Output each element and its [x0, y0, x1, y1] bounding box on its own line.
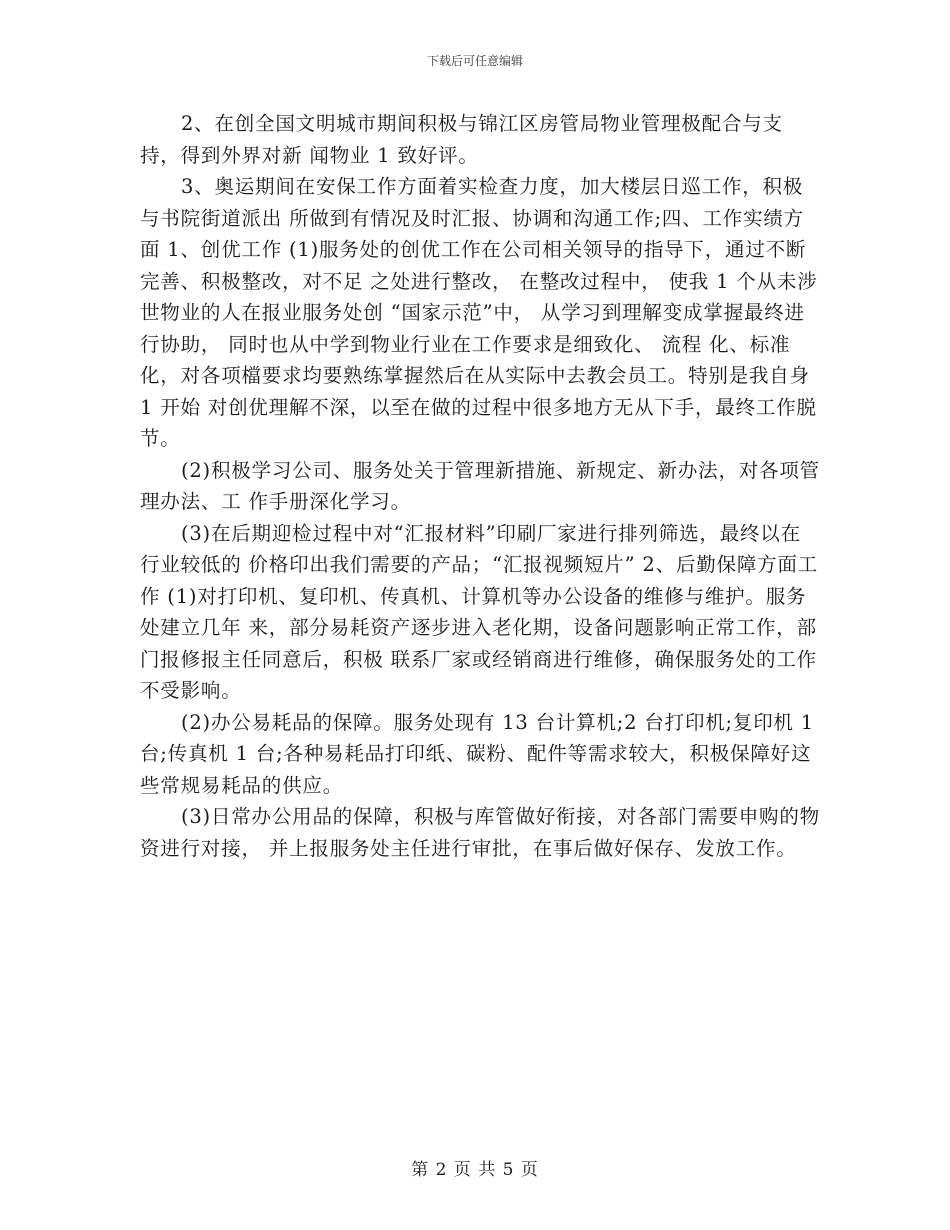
paragraph: (2)积极学习公司、服务处关于管理新措施、新规定、新办法，对各项管理办法、工 作手册深化学习。 — [140, 458, 820, 513]
document-body — [140, 108, 820, 864]
paragraph: (3)日常办公用品的保障，积极与库管做好衔接，对各部门需要申购的物资进行对接， 并上报服务处主任进行审批，在事后做好保存、发放工作。 — [140, 805, 820, 860]
paragraph: (2)办公易耗品的保障。服务处现有 13 台计算机;2 台打印机;复印机 1 台;传真机 1 台;各种易耗品打印纸、碳粉、配件等需求较大，积极保障好这些常规易耗品的供应。 — [140, 710, 815, 797]
page-number: 第 2 页 共 5 页 — [411, 1160, 539, 1180]
paragraph: 3、奥运期间在安保工作方面着实检查力度，加大楼层日巡工作，积极与书院街道派出 所做到有情况及时汇报、协调和沟通工作;四、工作实绩方面 1、创优工作 (1)服务处的创优工作在公司相关领导的指导下，通过不断完善、积极整改，对不足 之处进行整改， 在整改过程中， 使我 1 个从未涉世物业的人在报业服务处创 “国家示范”中， 从学习到理解变成掌握最终进行协助， 同时也从中学到物业行业在工作要求是细致化、 流程 化、标准化，对各项檔要求均要熟练掌握然后在从实际中去教会员工。特别是我自身 1 开始 对创优理解不深，以至在做的过程中很多地方无从下手，最终工作脱节。 — [140, 175, 818, 450]
paragraph: 2、在创全国文明城市期间积极与锦江区房管局物业管理极配合与支持，得到外界对新 闻物业 1 致好评。 — [140, 112, 783, 167]
page-header-note: 下载后可任意编辑 — [426, 54, 523, 68]
paragraph: (3)在后期迎检过程中对“汇报材料”印刷厂家进行排列筛选，最终以在行业较低的 价格印出我们需要的产品；“汇报视频短片” 2、后勤保障方面工作 (1)对打印机、复印机、传真机、计算机等办公设备的维修与维护。服务处建立几年 来，部分易耗资产逐步进入老化期，设备问题影响正常工作，部门报修报主任同意后，积极 联系厂家或经销商进行维修，确保服务处的工作不受影响。 — [140, 521, 819, 702]
